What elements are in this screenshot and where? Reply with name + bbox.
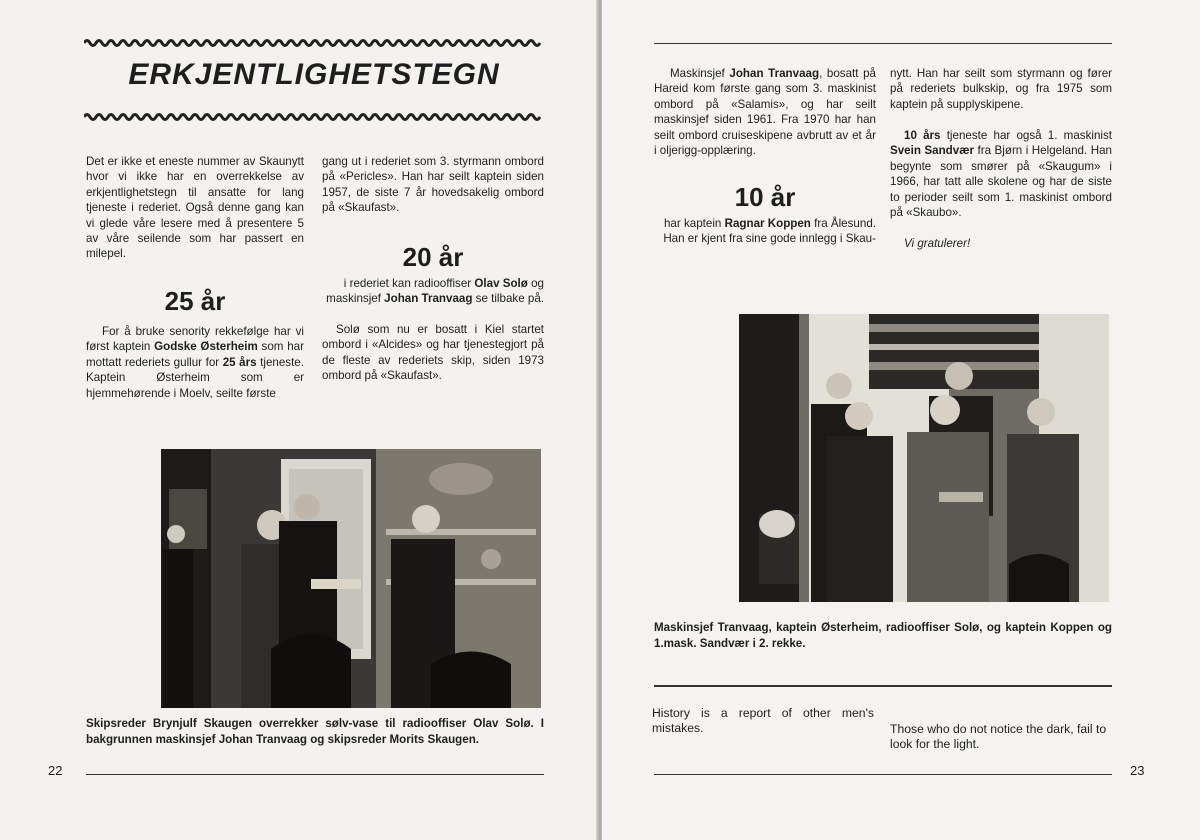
header-rule-right (654, 43, 1112, 44)
paragraph-10-years: har kaptein Ragnar Koppen fra Ålesund. Han er kjent fra sine gode innlegg i Skau- (663, 217, 876, 246)
paragraph-koppen: nytt. Han har seilt som styrmann og fører på rederiets bulkskip, og fra 1975 som kaptein på supplyskipene. (890, 67, 1112, 111)
right-page (602, 0, 1200, 840)
paragraph-20-years: i rederiet kan radiooffiser Olav Solø og maskinsjef Johan Tranvaag se tilbake på. (326, 277, 544, 306)
right-photo-caption: Maskinsjef Tranvaag, kaptein Østerheim, radiooffiser Solø, og kaptein Koppen og 1.mask. Sandvær i 2. rekke. (654, 621, 1112, 650)
group-photo (739, 314, 1109, 602)
heading-25-years: 25 år (164, 286, 226, 316)
paragraph-tranvaag: Maskinsjef Johan Tranvaag, bosatt på Hareid kom første gang som 3. maskinist ombord på «Salamis», og har seilt maskinsjef siden 1961. Fra 1970 har han seilt ombord cruiseskipene avbrutt av et år i oljerigg-opplæring. (654, 67, 876, 158)
heading-10-years: 10 år (734, 182, 796, 212)
col2-paragraph: gang ut i rederiet som 3. styrmann ombord på «Pericles». Han har seilt kaptein siden 1957, de siste 7 år hovedsakelig ombord på «Skaufast». (322, 155, 544, 215)
paragraph-solo: Solø som nu er bosatt i Kiel startet ombord i «Alcides» og har tjenestegjort på de fleste av rederiets skip, siden 1973 ombord på «Skaufast». (322, 323, 544, 383)
name-osterheim: Godske Østerheim (154, 340, 258, 354)
intro-paragraph: Det er ikke et eneste nummer av Skaunytt hvor vi ikke har en overrekkelse av erkjentlighetstegn til ansatte for lang tjeneste i rederiet. Også denne gang kan vi glede våre lesere med å presentere 5 av våre seilende som har passert en milepel. (86, 155, 304, 261)
footer-rule-right (654, 774, 1112, 775)
quote-dark-light: Those who do not notice the dark, fail to look for the light. (890, 722, 1107, 752)
title-wave-bottom (84, 112, 544, 122)
heading-20-years: 20 år (402, 242, 464, 272)
paragraph-25-years: For å bruke senority rekkefølge har vi først kaptein Godske Østerheim som har mottatt rederiets gullur for 25 års tjeneste. Kaptein Østerheim som er hjemmehørende i Moelv, seilte første (86, 325, 304, 400)
page-title: ERKJENTLIGHETSTEGN (128, 58, 500, 91)
footer-rule-left (86, 774, 544, 775)
quote-rule (654, 685, 1112, 687)
left-photo-caption: Skipsreder Brynjulf Skaugen overrekker sølv-vase til radiooffiser Olav Solø. I bakgrunnen maskinsjef Johan Tranvaag og skipsreder Morits Skaugen. (86, 717, 544, 746)
ceremony-photo (161, 449, 541, 708)
paragraph-sandvaer: 10 års tjeneste har også 1. maskinist Svein Sandvær fra Bjørn i Helgeland. Han begynte som smører på «Skaugum» i 1966, har tatt alle skolene og har de siste to perioder seilt som 1. maskinist ombord på «Skaubo». (890, 129, 1112, 220)
left-page (0, 0, 598, 840)
congratulations: Vi gratulerer! (904, 237, 971, 250)
quote-history: History is a report of other men's mistakes. (652, 706, 874, 736)
title-wave-top (84, 38, 544, 48)
page-number-right: 23 (1130, 763, 1145, 778)
page-number-left: 22 (48, 763, 63, 778)
